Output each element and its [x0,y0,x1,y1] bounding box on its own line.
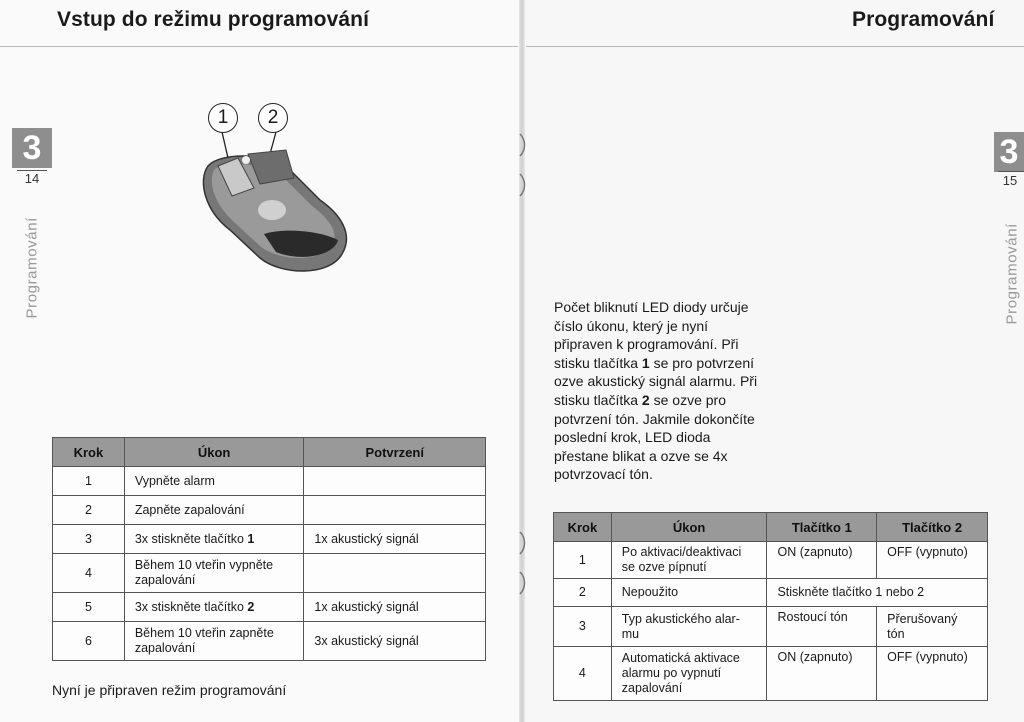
cell-krok: 1 [53,467,125,496]
left-steps-table [52,437,486,661]
cell-ukon: Vypněte alarm [124,467,304,496]
para-sentence-2e: se ozve pro potvrzení tón. [554,391,726,427]
cell-ukon: Během 10 vteřin vypněte zapalování [124,554,304,593]
binding-marks-top [516,130,530,200]
cell-ukon-button-number: 1 [247,531,255,546]
cell-krok: 4 [53,554,125,593]
cell-potvrzeni [304,467,486,496]
fob-logo [258,200,286,220]
cell-tlacitko-1: ON (zapnuto) [767,542,877,579]
col-header-krok: Krok [53,438,125,467]
col-header-ukon: Úkon [611,513,767,542]
left-header-title: Vstup do režimu programování [57,8,370,31]
cell-krok: 4 [554,647,612,701]
table-row [53,525,486,554]
cell-tlacitko-merged: Stiskněte tlačítko 1 nebo 2 [767,579,988,607]
cell-krok: 3 [53,525,125,554]
cell-ukon-text: 3x stiskněte tlačítko [134,599,248,614]
cell-ukon: Zapněte zapalování [124,496,304,525]
cell-ukon: Po aktivaci/deaktivaci se ozve pípnutí [611,542,767,579]
cell-krok: 2 [53,496,125,525]
cell-ukon: Nepoužito [611,579,767,607]
left-chapter-tab: 3 [12,128,52,168]
callout-1-leader [222,132,228,158]
callout-2: 2 [258,103,288,133]
para-sentence-3: Jakmile dokončíte poslední krok, LED dioda přestane blikat a ozve se 4x potvrzovací tón. [554,410,755,483]
col-header-potvrzeni: Potvrzení [304,438,486,467]
right-settings-table [553,512,988,701]
table-row [53,496,486,525]
cell-potvrzeni: 3x akustický signál [304,622,486,661]
key-fob-illustration [190,130,360,280]
table-row [554,579,988,607]
table-row [554,647,988,701]
cell-krok: 6 [53,622,125,661]
col-header-tlacitko-1: Tlačítko 1 [767,513,877,542]
right-tab-rule [998,171,1024,172]
cell-ukon [124,593,304,622]
cell-krok: 2 [554,579,612,607]
col-header-krok: Krok [554,513,612,542]
cell-ukon [124,525,304,554]
right-side-label: Programování [1003,223,1021,325]
table-row [554,607,988,647]
cell-tlacitko-1: Rostoucí tón [767,607,877,647]
cell-tlacitko-2: Přerušovaný tón [877,607,988,647]
cell-tlacitko-2: OFF (vypnuto) [877,542,988,579]
cell-ukon-text: 3x stiskněte tlačítko [134,531,248,546]
led-indicator [242,156,250,164]
book-gutter [519,0,525,722]
callout-1: 1 [208,103,238,133]
left-footer-note: Nyní je připraven režim programování [52,682,287,698]
cell-krok: 5 [53,593,125,622]
cell-potvrzeni [304,554,486,593]
left-page-number: 14 [24,171,40,186]
right-page-number: 15 [1002,173,1018,188]
cell-ukon: Automatická aktivace alarmu po vypnutí zapalování [611,647,767,701]
right-chapter-tab: 3 [994,132,1024,172]
cell-potvrzeni [304,496,486,525]
cell-ukon: Během 10 vteřin zapněte zapalování [124,622,304,661]
cell-tlacitko-2: OFF (vypnuto) [877,647,988,701]
table-row [53,467,486,496]
para-sentence-2a: Při stisku tlačítka [554,336,739,371]
table-row [554,542,988,579]
col-header-tlacitko-2: Tlačítko 2 [877,513,988,542]
para-button-1: 1 [641,354,650,371]
para-sentence-1: Počet bliknutí LED diody určuje číslo úkonu, který je nyní připraven k programování. [554,299,749,353]
left-header-rule [0,46,518,47]
cell-tlacitko-1: ON (zapnuto) [767,647,877,701]
para-button-2: 2 [641,391,650,408]
cell-ukon-button-number: 2 [247,599,255,614]
cell-potvrzeni: 1x akustický signál [304,525,486,554]
cell-krok: 3 [554,607,612,647]
table-row [53,622,486,661]
table-row [53,593,486,622]
right-paragraph [554,298,764,484]
col-header-ukon: Úkon [124,438,304,467]
left-side-label: Programování [23,217,41,319]
binding-marks-bottom [516,528,530,598]
cell-krok: 1 [554,542,612,579]
table-row [53,554,486,593]
cell-ukon: Typ akustického alar-mu [611,607,767,647]
cell-potvrzeni: 1x akustický signál [304,593,486,622]
right-header-rule [526,46,1024,47]
right-header-title: Programování [852,8,995,31]
para-sentence-2c: se pro potvrzení ozve akustický signál alarmu. Při stisku tlačítka [554,354,758,408]
